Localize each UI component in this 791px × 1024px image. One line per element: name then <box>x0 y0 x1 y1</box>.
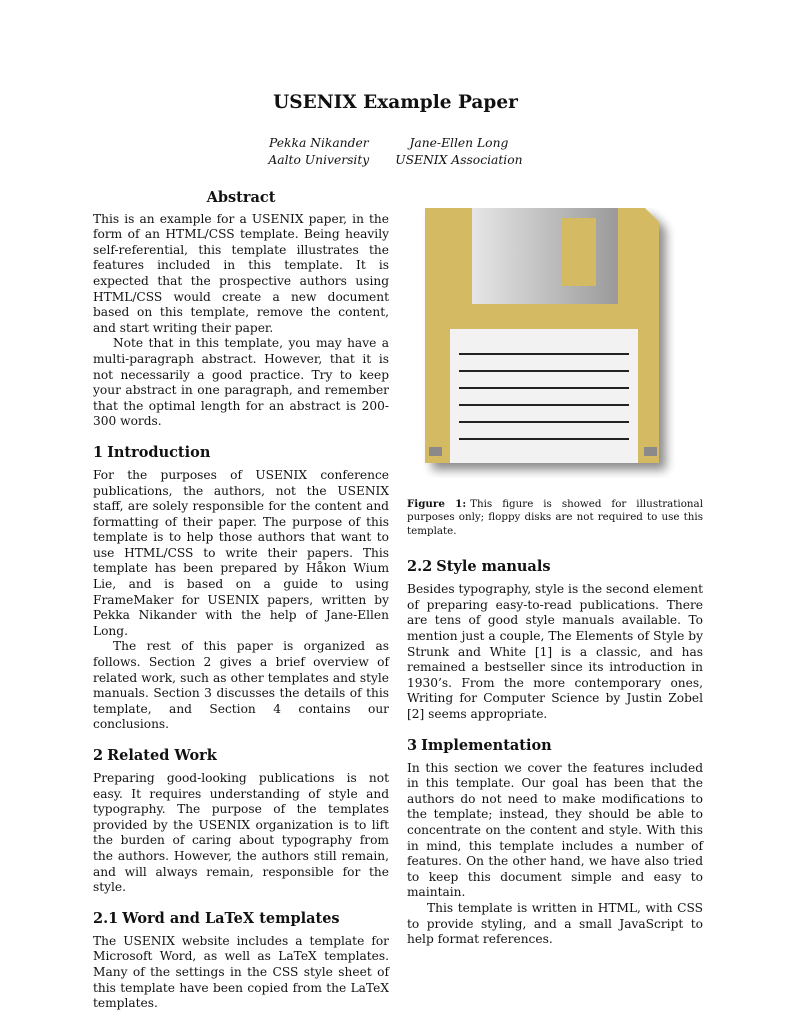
floppy-shutter <box>472 208 618 304</box>
floppy-shutter-window <box>562 218 596 286</box>
body-paragraph: The rest of this paper is organized as follows. Section 2 gives a brief overview of related work, such as other templates and style manuals. Section 3 discusses the details of this template, and Section 4 contains our conclusions. <box>93 639 389 732</box>
floppy-notch-right <box>644 447 657 456</box>
body-paragraph: The USENIX website includes a template for Microsoft Word, as well as LaTeX templates. Many of the settings in the CSS style sheet of this template have been copied from the LaTeX templates. <box>93 933 389 1011</box>
section-title: Related Work <box>107 747 217 764</box>
figure-caption <box>407 498 703 538</box>
author-name: Pekka Nikander <box>269 136 369 150</box>
section-heading-introduction <box>93 444 389 462</box>
section-number: 2.2 <box>407 558 433 576</box>
section-number: 2 <box>93 747 104 764</box>
body-paragraph: Preparing good-looking publications is not easy. It requires understanding of style and typography. The purpose of the templates provided by the USENIX organization is to lift the burden of caring about typography from the authors. However, the authors still remain, and will always remain, responsible for the style. <box>93 771 389 895</box>
right-column <box>407 208 703 948</box>
section-title: Style manuals <box>436 558 551 576</box>
floppy-label <box>450 329 638 463</box>
body-paragraph: This template is written in HTML, with CSS to provide styling, and a small JavaScript to help format references. <box>407 900 703 947</box>
body-paragraph: For the purposes of USENIX conference publications, the authors, not the USENIX staff, are solely responsible for the content and formatting of their paper. The purpose of this template is to help those authors that want to use HTML/CSS to write their papers. This template has been prepared by Håkon Wium Lie, and is based on a guide to using FrameMaker for USENIX papers, written by Pekka Nikander with the help of Jane-Ellen Long. <box>93 467 389 638</box>
section-title: Implementation <box>421 736 552 754</box>
author-2 <box>395 135 522 169</box>
floppy-disk-icon <box>407 208 703 478</box>
author-affiliation: Aalto University <box>268 153 370 167</box>
abstract-paragraph: This is an example for a USENIX paper, in the form of an HTML/CSS template. Being heavily self-referential, this template illustrates the features included in this template. It is expected that the prospective authors using HTML/CSS would create a new document based on this template, remove the content, and start writing their paper. <box>93 211 389 335</box>
section-heading-style-manuals <box>407 558 703 576</box>
floppy-notch-left <box>429 447 442 456</box>
author-affiliation: USENIX Association <box>395 153 523 167</box>
abstract-heading: Abstract <box>206 189 276 206</box>
left-column <box>93 190 389 1012</box>
body-paragraph: In this section we cover the features included in this template. Our goal has been that the authors do not need to make modifications to the template; instead, they should be able to concentrate on the content and style. With this in mind, this template includes a number of features. On the other hand, we have also tried to keep this document simple and easy to maintain. <box>407 760 703 900</box>
body-paragraph: Besides typography, style is the second element of preparing easy-to-read publications. There are tens of good style manuals available. To mention just a couple, The Elements of Style by Strunk and White [1] is a classic, and has remained a bestseller since its introduction in 1930’s. From the more contemporary ones, Writing for Computer Science by Justin Zobel [2] seems appropriate. <box>407 582 703 721</box>
figure-caption-text: This figure is showed for illustrational purposes only; floppy disks are not required to use this template. <box>407 498 703 537</box>
abstract-paragraph: Note that in this template, you may have a multi-paragraph abstract. However, that it is not necessarily a good practice. Try to keep your abstract in one paragraph, and remember that the optimal length for an abstract is 200-300 words. <box>93 336 389 429</box>
section-number: 2.1 <box>93 909 119 927</box>
author-block <box>0 135 791 169</box>
section-heading-related-work <box>93 747 389 765</box>
author-name: Jane-Ellen Long <box>409 136 509 150</box>
figure-label: Figure 1: <box>407 498 467 510</box>
author-1 <box>268 135 369 169</box>
figure-1 <box>407 208 703 538</box>
section-title: Introduction <box>107 443 211 461</box>
section-title: Word and LaTeX templates <box>122 909 340 927</box>
paper-title: USENIX Example Paper <box>273 92 518 113</box>
section-number: 1 <box>93 443 104 461</box>
section-number: 3 <box>407 736 418 754</box>
section-heading-implementation <box>407 737 703 755</box>
section-heading-word-latex <box>93 910 389 928</box>
